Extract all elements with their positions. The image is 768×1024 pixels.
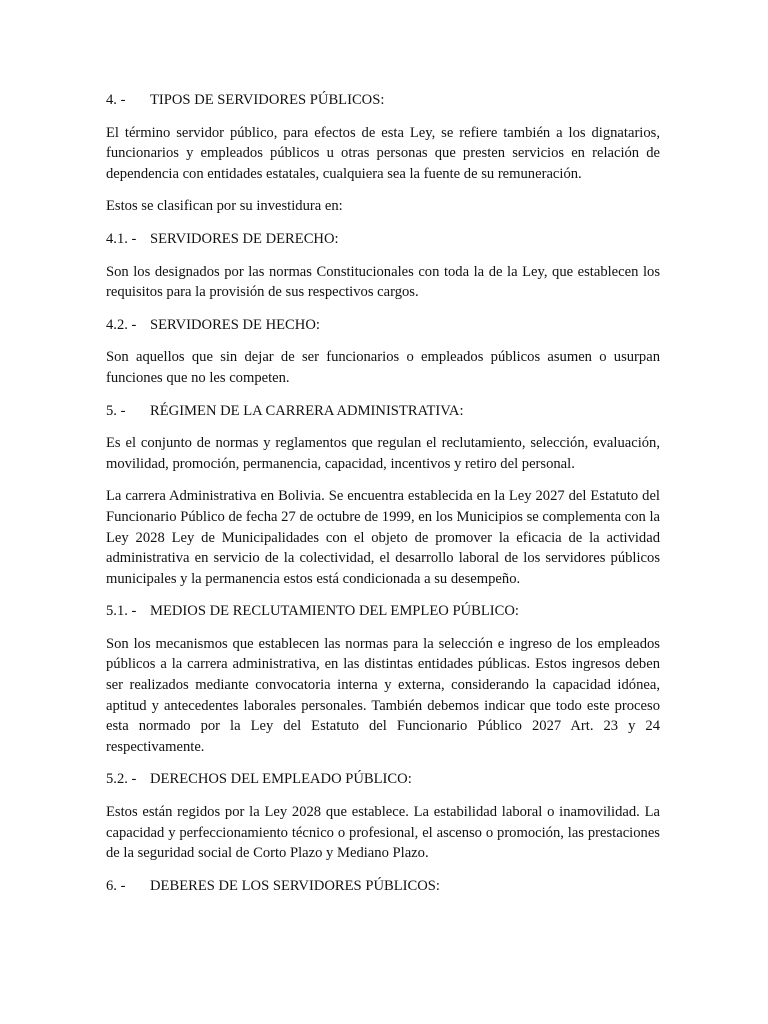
paragraph: La carrera Administrativa en Bolivia. Se encuentra establecida en la Ley 2027 del Estatuto del Funcionario Público de fecha 27 de octubre de 1999, en los Municipios se complementa con la Ley 2028 Ley de Municipalidades con el objeto de promover la eficacia de la actividad administrativa en servicio de la colectividad, el desarrollo laboral de los servidores públicos municipales y la permanencia estos está condicionada a su desempeño. bbox=[106, 488, 660, 587]
paragraph: Son los designados por las normas Constitucionales con toda la de la Ley, que establecen los requisitos para la provisión de sus respectivos cargos. bbox=[106, 263, 660, 301]
section-heading-4-2 bbox=[106, 315, 660, 336]
section-title: SERVIDORES DE DERECHO: bbox=[150, 230, 339, 247]
section-heading-4 bbox=[106, 90, 660, 111]
section-heading-4-1 bbox=[106, 229, 660, 250]
paragraph: El término servidor público, para efectos de esta Ley, se refiere también a los dignatarios, funcionarios y empleados públicos u otras personas que presten servicios en relación de dependencia con entidades estatales, cualquiera sea la fuente de su remuneración. bbox=[106, 124, 660, 182]
paragraph: Son los mecanismos que establecen las normas para la selección e ingreso de los empleados públicos a la carrera administrativa, en las distintas entidades públicas. Estos ingresos deben ser realizados mediante convocatoria interna y externa, considerando la capacidad idónea, aptitud y antecedentes laborales personales. También debemos indicar que todo este proceso esta normado por la Ley del Estatuto del Funcionario Público 2027 Art. 23 y 24 respectivamente. bbox=[106, 635, 660, 755]
section-title: SERVIDORES DE HECHO: bbox=[150, 316, 320, 333]
section-number: 6. - bbox=[106, 877, 126, 894]
paragraph: Son aquellos que sin dejar de ser funcionarios o empleados públicos asumen o usurpan funciones que no les competen. bbox=[106, 349, 660, 386]
section-number: 5.2. - bbox=[106, 771, 137, 788]
section-number: 5.1. - bbox=[106, 603, 137, 620]
section-title: DEBERES DE LOS SERVIDORES PÚBLICOS: bbox=[150, 877, 440, 894]
section-number: 5. - bbox=[106, 402, 126, 419]
section-title: DERECHOS DEL EMPLEADO PÚBLICO: bbox=[150, 771, 412, 788]
section-heading-5-1 bbox=[106, 601, 660, 622]
paragraph: Estos se clasifican por su investidura en: bbox=[106, 198, 343, 215]
section-heading-6 bbox=[106, 876, 660, 897]
section-title: MEDIOS DE RECLUTAMIENTO DEL EMPLEO PÚBLICO: bbox=[150, 603, 519, 620]
section-number: 4. - bbox=[106, 92, 126, 108]
paragraph: Estos están regidos por la Ley 2028 que establece. La estabilidad laboral o inamovilidad. La capacidad y perfeccionamiento técnico o profesional, el ascenso o promoción, las prestaciones de la seguridad social de Corto Plazo y Mediano Plazo. bbox=[106, 804, 660, 862]
section-heading-5-2 bbox=[106, 769, 660, 790]
section-number: 4.2. - bbox=[106, 316, 137, 333]
section-heading-5 bbox=[106, 401, 660, 422]
paragraph: Es el conjunto de normas y reglamentos que regulan el reclutamiento, selección, evaluación, movilidad, promoción, permanencia, capacidad, incentivos y retiro del personal. bbox=[106, 435, 660, 472]
section-title: RÉGIMEN DE LA CARRERA ADMINISTRATIVA: bbox=[150, 402, 464, 419]
section-number: 4.1. - bbox=[106, 230, 137, 247]
document-page bbox=[106, 90, 660, 908]
section-title: TIPOS DE SERVIDORES PÚBLICOS: bbox=[150, 92, 385, 108]
